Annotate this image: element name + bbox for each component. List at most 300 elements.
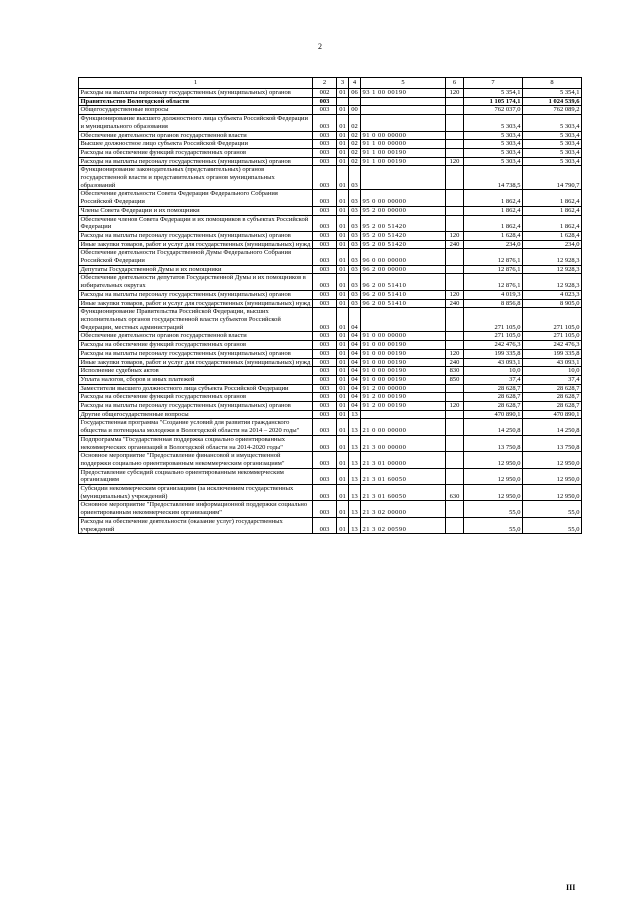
row-amount-col7: 5 354,1: [464, 89, 523, 98]
table-row: [79, 452, 582, 468]
row-subsection-code: 02: [349, 140, 361, 149]
row-target-article-code: 91 2 00 00190: [361, 402, 446, 411]
row-subsection-code: 03: [349, 215, 361, 231]
row-amount-col7: 10,0: [464, 367, 523, 376]
row-subsection-code: 04: [349, 308, 361, 332]
row-amount-col8: 5 354,1: [523, 89, 582, 98]
row-subsection-code: 04: [349, 332, 361, 341]
row-name: Государственная программа "Создание условий для развития гражданского общества и потенциала молодежи в Вологодской области на 2014 – 2020 годы": [79, 419, 313, 435]
row-amount-col7: 5 303,4: [464, 115, 523, 131]
row-amount-col8: 1 862,4: [523, 206, 582, 215]
row-amount-col7: 28 628,7: [464, 384, 523, 393]
row-amount-col8: 37,4: [523, 375, 582, 384]
row-ministry-code: 003: [313, 115, 337, 131]
table-row: [79, 215, 582, 231]
row-section-code: 01: [337, 468, 349, 484]
row-expense-type-code: [446, 308, 464, 332]
row-section-code: 01: [337, 240, 349, 249]
row-subsection-code: 06: [349, 89, 361, 98]
row-ministry-code: 003: [313, 299, 337, 308]
row-expense-type-code: [446, 393, 464, 402]
row-amount-col7: 28 628,7: [464, 393, 523, 402]
row-expense-type-code: 120: [446, 402, 464, 411]
row-amount-col8: 5 303,4: [523, 131, 582, 140]
row-amount-col7: 8 856,8: [464, 299, 523, 308]
row-name: Депутаты Государственной Думы и их помощники: [79, 265, 313, 274]
row-target-article-code: 21 3 01 60050: [361, 468, 446, 484]
row-name: Обеспечение деятельности Совета Федерации Федерального Собрания Российской Федерации: [79, 190, 313, 206]
table-row: [79, 166, 582, 190]
row-expense-type-code: [446, 215, 464, 231]
row-subsection-code: 03: [349, 190, 361, 206]
row-section-code: 01: [337, 332, 349, 341]
table-row: [79, 308, 582, 332]
row-amount-col8: 43 093,1: [523, 358, 582, 367]
row-amount-col7: 55,0: [464, 517, 523, 533]
row-section-code: 01: [337, 131, 349, 140]
row-target-article-code: 91 1 00 00000: [361, 140, 446, 149]
row-expense-type-code: [446, 517, 464, 533]
col-header: 8: [523, 78, 582, 89]
row-amount-col8: 14 790,7: [523, 166, 582, 190]
row-subsection-code: 13: [349, 410, 361, 419]
page-number: 2: [318, 42, 322, 51]
row-ministry-code: 003: [313, 349, 337, 358]
row-amount-col7: 12 876,1: [464, 274, 523, 290]
row-name: Обеспечение членов Совета Федерации и их помощников в субъектах Российской Федерации: [79, 215, 313, 231]
row-subsection-code: 02: [349, 115, 361, 131]
row-ministry-code: 003: [313, 384, 337, 393]
row-section-code: 01: [337, 308, 349, 332]
row-name: Функционирование законодательных (представительных) органов государственной власти и представительных органов муниципальных образований: [79, 166, 313, 190]
row-target-article-code: 91 0 00 00000: [361, 332, 446, 341]
table-row: [79, 240, 582, 249]
row-target-article-code: 96 2 00 00000: [361, 265, 446, 274]
row-section-code: 01: [337, 485, 349, 501]
row-amount-col7: 5 303,4: [464, 131, 523, 140]
row-section-code: 01: [337, 435, 349, 451]
row-name: Расходы на выплаты персоналу государственных (муниципальных) органов: [79, 89, 313, 98]
row-ministry-code: 003: [313, 131, 337, 140]
row-target-article-code: [361, 106, 446, 115]
col-header: 7: [464, 78, 523, 89]
row-ministry-code: 003: [313, 468, 337, 484]
col-header: 3: [337, 78, 349, 89]
row-amount-col8: 28 628,7: [523, 402, 582, 411]
table-row: [79, 517, 582, 533]
row-expense-type-code: [446, 148, 464, 157]
row-amount-col7: 5 303,4: [464, 148, 523, 157]
row-name: Субсидии некоммерческим организациям (за исключением государственных (муниципальных) учреждений): [79, 485, 313, 501]
row-ministry-code: 003: [313, 375, 337, 384]
table-row: [79, 97, 582, 106]
row-subsection-code: 03: [349, 240, 361, 249]
row-ministry-code: 003: [313, 410, 337, 419]
row-name: Высшее должностное лицо субъекта Российской Федерации: [79, 140, 313, 149]
row-expense-type-code: [446, 265, 464, 274]
table-row: [79, 419, 582, 435]
row-expense-type-code: [446, 166, 464, 190]
row-target-article-code: 96 2 00 51410: [361, 274, 446, 290]
row-target-article-code: 21 0 00 00000: [361, 419, 446, 435]
row-ministry-code: 003: [313, 148, 337, 157]
row-target-article-code: 96 2 00 51410: [361, 290, 446, 299]
row-target-article-code: 21 3 02 00000: [361, 501, 446, 517]
row-target-article-code: [361, 410, 446, 419]
row-ministry-code: 003: [313, 332, 337, 341]
row-expense-type-code: [446, 131, 464, 140]
row-amount-col7: 271 105,0: [464, 308, 523, 332]
table-row: [79, 190, 582, 206]
row-section-code: 01: [337, 402, 349, 411]
row-subsection-code: 13: [349, 485, 361, 501]
row-amount-col8: 12 928,3: [523, 265, 582, 274]
row-section-code: [337, 97, 349, 106]
table-row: [79, 131, 582, 140]
row-target-article-code: [361, 166, 446, 190]
row-amount-col7: 242 476,3: [464, 341, 523, 350]
row-amount-col8: 1 628,4: [523, 231, 582, 240]
table-row: [79, 358, 582, 367]
row-section-code: 01: [337, 501, 349, 517]
row-amount-col7: 1 862,4: [464, 206, 523, 215]
row-expense-type-code: 240: [446, 358, 464, 367]
row-ministry-code: 003: [313, 240, 337, 249]
row-expense-type-code: [446, 332, 464, 341]
row-ministry-code: 002: [313, 89, 337, 98]
row-amount-col7: 12 950,0: [464, 485, 523, 501]
col-header: 5: [361, 78, 446, 89]
row-amount-col8: 242 476,3: [523, 341, 582, 350]
row-ministry-code: 003: [313, 308, 337, 332]
row-section-code: 01: [337, 517, 349, 533]
row-ministry-code: 003: [313, 501, 337, 517]
row-ministry-code: 003: [313, 140, 337, 149]
row-expense-type-code: [446, 452, 464, 468]
row-section-code: 01: [337, 290, 349, 299]
row-amount-col8: 10,0: [523, 367, 582, 376]
table-row: [79, 341, 582, 350]
row-target-article-code: 95 2 00 51420: [361, 240, 446, 249]
col-header: 6: [446, 78, 464, 89]
row-ministry-code: 003: [313, 367, 337, 376]
row-target-article-code: 95 0 00 00000: [361, 190, 446, 206]
row-name: Иные закупки товаров, работ и услуг для государственных (муниципальных) нужд: [79, 240, 313, 249]
table-row: [79, 367, 582, 376]
row-amount-col7: 1 862,4: [464, 190, 523, 206]
row-expense-type-code: [446, 115, 464, 131]
row-expense-type-code: 630: [446, 485, 464, 501]
table-row: [79, 332, 582, 341]
row-subsection-code: 03: [349, 299, 361, 308]
row-expense-type-code: [446, 249, 464, 265]
row-subsection-code: 03: [349, 206, 361, 215]
row-amount-col7: 1 105 174,1: [464, 97, 523, 106]
row-amount-col7: 12 876,1: [464, 265, 523, 274]
row-ministry-code: 003: [313, 249, 337, 265]
row-target-article-code: 21 3 01 00000: [361, 452, 446, 468]
row-expense-type-code: [446, 97, 464, 106]
row-section-code: 01: [337, 410, 349, 419]
table-row: [79, 384, 582, 393]
row-expense-type-code: [446, 106, 464, 115]
row-target-article-code: 91 0 00 00190: [361, 375, 446, 384]
row-expense-type-code: 120: [446, 290, 464, 299]
row-amount-col8: 12 950,0: [523, 485, 582, 501]
row-expense-type-code: [446, 468, 464, 484]
row-target-article-code: 21 3 01 60050: [361, 485, 446, 501]
row-ministry-code: 003: [313, 517, 337, 533]
table-row: [79, 231, 582, 240]
row-subsection-code: [349, 97, 361, 106]
row-expense-type-code: 850: [446, 375, 464, 384]
table-row: [79, 115, 582, 131]
table-header-row: [79, 78, 582, 89]
table-row: [79, 393, 582, 402]
table-row: [79, 89, 582, 98]
table-row: [79, 468, 582, 484]
row-expense-type-code: [446, 419, 464, 435]
row-ministry-code: 003: [313, 358, 337, 367]
row-section-code: 01: [337, 215, 349, 231]
table-row: [79, 148, 582, 157]
row-subsection-code: 13: [349, 452, 361, 468]
table-row: [79, 435, 582, 451]
row-amount-col8: 12 928,3: [523, 274, 582, 290]
row-name: Функционирование высшего должностного лица субъекта Российской Федерации и муниципального образования: [79, 115, 313, 131]
row-ministry-code: 003: [313, 231, 337, 240]
row-name: Правительство Вологодской области: [79, 97, 313, 106]
row-name: Подпрограмма "Государственная поддержка социально ориентированных некоммерческих организаций в Вологодской области на 2014-2020 годы": [79, 435, 313, 451]
row-name: Уплата налогов, сборов и иных платежей: [79, 375, 313, 384]
table-row: [79, 402, 582, 411]
row-amount-col7: 55,0: [464, 501, 523, 517]
row-section-code: 01: [337, 148, 349, 157]
row-subsection-code: 04: [349, 393, 361, 402]
row-section-code: 01: [337, 166, 349, 190]
row-amount-col7: 12 876,1: [464, 249, 523, 265]
table-row: [79, 501, 582, 517]
row-expense-type-code: 120: [446, 157, 464, 166]
row-section-code: 01: [337, 190, 349, 206]
row-amount-col8: 762 089,2: [523, 106, 582, 115]
row-name: Иные закупки товаров, работ и услуг для государственных (муниципальных) нужд: [79, 358, 313, 367]
row-amount-col8: 12 950,0: [523, 468, 582, 484]
row-amount-col8: 12 950,0: [523, 452, 582, 468]
row-ministry-code: 003: [313, 265, 337, 274]
row-section-code: 01: [337, 299, 349, 308]
row-section-code: 01: [337, 384, 349, 393]
row-amount-col7: 1 628,4: [464, 231, 523, 240]
row-target-article-code: 96 0 00 00000: [361, 249, 446, 265]
row-amount-col8: 28 628,7: [523, 384, 582, 393]
row-ministry-code: 003: [313, 190, 337, 206]
row-ministry-code: 003: [313, 106, 337, 115]
row-expense-type-code: 120: [446, 349, 464, 358]
row-amount-col7: 5 303,4: [464, 140, 523, 149]
row-target-article-code: 95 2 00 51420: [361, 231, 446, 240]
table-row: [79, 265, 582, 274]
row-name: Иные закупки товаров, работ и услуг для государственных (муниципальных) нужд: [79, 299, 313, 308]
row-name: Расходы на выплаты персоналу государственных (муниципальных) органов: [79, 349, 313, 358]
row-target-article-code: 91 0 00 00190: [361, 349, 446, 358]
row-expense-type-code: 120: [446, 89, 464, 98]
row-target-article-code: 21 3 00 00000: [361, 435, 446, 451]
row-subsection-code: 13: [349, 501, 361, 517]
row-ministry-code: 003: [313, 402, 337, 411]
table-row: [79, 206, 582, 215]
row-ministry-code: 003: [313, 97, 337, 106]
row-amount-col8: 5 303,4: [523, 157, 582, 166]
row-amount-col8: 8 905,0: [523, 299, 582, 308]
row-amount-col8: 1 024 539,6: [523, 97, 582, 106]
row-amount-col8: 5 303,4: [523, 140, 582, 149]
row-amount-col8: 470 890,1: [523, 410, 582, 419]
row-subsection-code: 03: [349, 249, 361, 265]
row-section-code: 01: [337, 115, 349, 131]
row-subsection-code: 03: [349, 166, 361, 190]
row-amount-col8: 1 862,4: [523, 215, 582, 231]
row-name: Расходы на выплаты персоналу государственных (муниципальных) органов: [79, 157, 313, 166]
row-amount-col8: 12 928,3: [523, 249, 582, 265]
row-name: Общегосударственные вопросы: [79, 106, 313, 115]
row-expense-type-code: [446, 341, 464, 350]
row-target-article-code: 91 1 00 00190: [361, 148, 446, 157]
row-amount-col8: 13 750,8: [523, 435, 582, 451]
row-subsection-code: 04: [349, 349, 361, 358]
row-amount-col7: 1 862,4: [464, 215, 523, 231]
row-name: Предоставление субсидий социально ориентированным некоммерческим организациям: [79, 468, 313, 484]
row-subsection-code: 13: [349, 419, 361, 435]
row-amount-col8: 5 303,4: [523, 148, 582, 157]
row-amount-col8: 271 105,0: [523, 308, 582, 332]
row-amount-col7: 12 950,0: [464, 452, 523, 468]
row-amount-col7: 13 750,8: [464, 435, 523, 451]
budget-table: [78, 77, 582, 534]
row-ministry-code: 003: [313, 274, 337, 290]
row-amount-col8: 5 303,4: [523, 115, 582, 131]
row-amount-col7: 234,0: [464, 240, 523, 249]
row-subsection-code: 04: [349, 358, 361, 367]
row-subsection-code: 04: [349, 375, 361, 384]
row-amount-col7: 28 628,7: [464, 402, 523, 411]
row-ministry-code: 003: [313, 452, 337, 468]
row-expense-type-code: [446, 410, 464, 419]
row-section-code: 01: [337, 452, 349, 468]
table-row: [79, 140, 582, 149]
row-target-article-code: [361, 115, 446, 131]
row-name: Обеспечение деятельности депутатов Государственной Думы и их помощников в избирательных округах: [79, 274, 313, 290]
row-amount-col8: 14 250,8: [523, 419, 582, 435]
row-target-article-code: 91 2 00 00000: [361, 384, 446, 393]
row-name: Расходы на обеспечение функций государственных органов: [79, 148, 313, 157]
row-amount-col7: 470 890,1: [464, 410, 523, 419]
row-section-code: 01: [337, 249, 349, 265]
row-target-article-code: 96 2 00 51410: [361, 299, 446, 308]
row-section-code: 01: [337, 419, 349, 435]
row-name: Основное мероприятие "Предоставление информационной поддержки социально ориентированным некоммерческим организациям": [79, 501, 313, 517]
row-amount-col7: 43 093,1: [464, 358, 523, 367]
row-amount-col7: 14 738,5: [464, 166, 523, 190]
row-amount-col8: 271 105,0: [523, 332, 582, 341]
row-subsection-code: 03: [349, 274, 361, 290]
row-name: Обеспечение деятельности органов государственной власти: [79, 131, 313, 140]
col-header: 2: [313, 78, 337, 89]
row-amount-col7: 12 950,0: [464, 468, 523, 484]
row-amount-col7: 199 335,8: [464, 349, 523, 358]
row-target-article-code: 91 0 00 00000: [361, 131, 446, 140]
row-ministry-code: 003: [313, 485, 337, 501]
row-amount-col8: 55,0: [523, 501, 582, 517]
row-amount-col8: 55,0: [523, 517, 582, 533]
row-subsection-code: 13: [349, 435, 361, 451]
row-amount-col7: 271 105,0: [464, 332, 523, 341]
row-subsection-code: 03: [349, 265, 361, 274]
row-section-code: 01: [337, 140, 349, 149]
row-name: Заместители высшего должностного лица субъекта Российской Федерации: [79, 384, 313, 393]
row-target-article-code: 91 0 00 00190: [361, 341, 446, 350]
row-name: Члены Совета Федерации и их помощники: [79, 206, 313, 215]
row-subsection-code: 02: [349, 148, 361, 157]
col-header: 4: [349, 78, 361, 89]
row-expense-type-code: [446, 140, 464, 149]
row-amount-col8: 28 628,7: [523, 393, 582, 402]
row-amount-col7: 762 037,0: [464, 106, 523, 115]
table-row: [79, 249, 582, 265]
row-section-code: 01: [337, 89, 349, 98]
table-row: [79, 157, 582, 166]
row-expense-type-code: [446, 190, 464, 206]
row-amount-col8: 1 862,4: [523, 190, 582, 206]
row-subsection-code: 13: [349, 468, 361, 484]
row-expense-type-code: [446, 384, 464, 393]
row-target-article-code: 91 2 00 00190: [361, 393, 446, 402]
row-expense-type-code: [446, 274, 464, 290]
row-subsection-code: 04: [349, 341, 361, 350]
row-subsection-code: 04: [349, 384, 361, 393]
row-section-code: 01: [337, 375, 349, 384]
row-section-code: 01: [337, 349, 349, 358]
row-ministry-code: 003: [313, 341, 337, 350]
table-row: [79, 410, 582, 419]
row-target-article-code: 93 1 00 00190: [361, 89, 446, 98]
row-target-article-code: 91 0 00 00190: [361, 367, 446, 376]
row-subsection-code: 03: [349, 231, 361, 240]
row-name: Обеспечение деятельности Государственной Думы Федерального Собрания Российской Федерации: [79, 249, 313, 265]
row-expense-type-code: [446, 206, 464, 215]
table-row: [79, 106, 582, 115]
row-amount-col7: 4 019,3: [464, 290, 523, 299]
row-subsection-code: 03: [349, 290, 361, 299]
row-ministry-code: 003: [313, 157, 337, 166]
row-target-article-code: 21 3 02 00590: [361, 517, 446, 533]
row-name: Расходы на обеспечение функций государственных органов: [79, 393, 313, 402]
row-ministry-code: 003: [313, 435, 337, 451]
row-ministry-code: 003: [313, 206, 337, 215]
table-row: [79, 349, 582, 358]
row-section-code: 01: [337, 157, 349, 166]
table-row: [79, 290, 582, 299]
row-expense-type-code: [446, 501, 464, 517]
row-expense-type-code: 120: [446, 231, 464, 240]
row-ministry-code: 003: [313, 215, 337, 231]
row-section-code: 01: [337, 265, 349, 274]
row-subsection-code: 13: [349, 517, 361, 533]
row-section-code: 01: [337, 341, 349, 350]
row-target-article-code: 95 2 00 00000: [361, 206, 446, 215]
row-section-code: 01: [337, 367, 349, 376]
table-row: [79, 375, 582, 384]
